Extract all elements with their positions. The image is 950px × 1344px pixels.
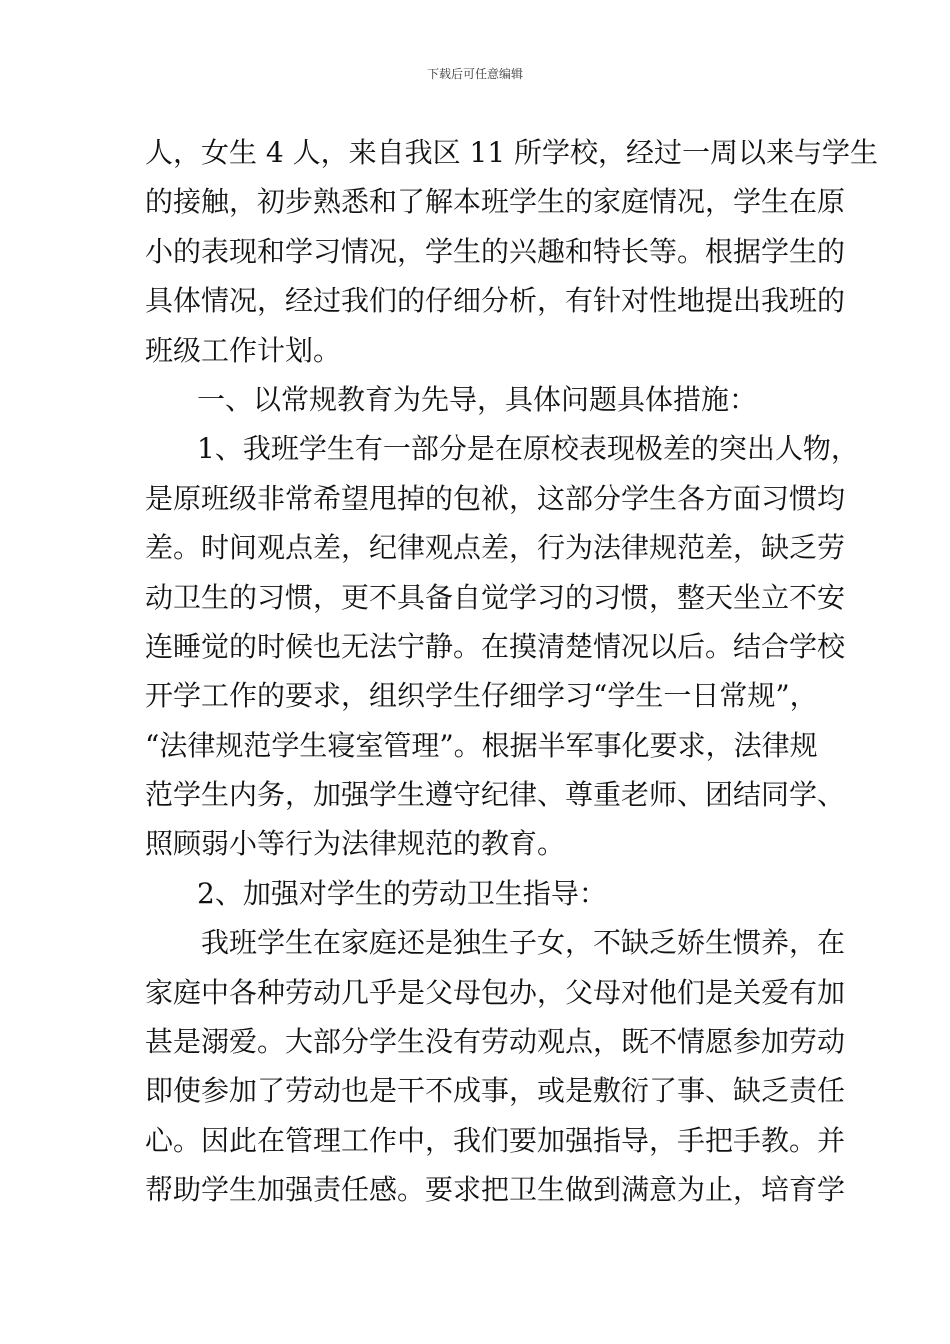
text-line: 具体情况，经过我们的仔细分析，有针对性地提出我班的	[145, 284, 846, 318]
text-line: 1、我班学生有一部分是在原校表现极差的突出人物，	[197, 432, 859, 466]
text-line: 动卫生的习惯，更不具备自觉学习的习惯，整天坐立不安	[145, 580, 846, 614]
text-line: 班级工作计划。	[145, 333, 342, 367]
text-line: 心。因此在管理工作中，我们要加强指导，手把手教。并	[145, 1123, 846, 1157]
text-line: 是原班级非常希望甩掉的包袱，这部分学生各方面习惯均	[145, 481, 846, 515]
page-header: 下载后可任意编辑	[426, 67, 523, 81]
text-line: 即使参加了劳动也是干不成事，或是敷衍了事、缺乏责任	[145, 1074, 846, 1108]
text-line: 照顾弱小等行为法律规范的教育。	[145, 827, 566, 861]
text-line: 范学生内务，加强学生遵守纪律、尊重老师、团结同学、	[145, 778, 846, 812]
text-line: “法律规范学生寝室管理”。根据半军事化要求，法律规	[145, 728, 818, 762]
text-line: 连睡觉的时候也无法宁静。在摸清楚情况以后。结合学校	[145, 629, 846, 663]
text-line: 我班学生在家庭还是独生子女，不缺乏娇生惯养，在	[201, 926, 846, 960]
text-line: 帮助学生加强责任感。要求把卫生做到满意为止，培育学	[145, 1173, 846, 1207]
text-line: 甚是溺爱。大部分学生没有劳动观点，既不情愿参加劳动	[145, 1025, 846, 1059]
text-line: 开学工作的要求，组织学生仔细学习“学生一日常规”，	[145, 679, 818, 713]
text-line: 人，女生 4 人，来自我区 11 所学校，经过一周以来与学生	[145, 136, 879, 169]
section-heading: 一、以常规教育为先导，具体问题具体措施：	[197, 382, 758, 416]
section-heading: 2、加强对学生的劳动卫生指导：	[197, 876, 607, 910]
text-line: 的接触，初步熟悉和了解本班学生的家庭情况，学生在原	[145, 185, 846, 219]
text-line: 小的表现和学习情况，学生的兴趣和特长等。根据学生的	[145, 234, 846, 268]
text-line: 家庭中各种劳动几乎是父母包办，父母对他们是关爱有加	[145, 975, 846, 1009]
document-body	[145, 128, 879, 1215]
text-line: 差。时间观点差，纪律观点差，行为法律规范差，缺乏劳	[145, 531, 846, 565]
